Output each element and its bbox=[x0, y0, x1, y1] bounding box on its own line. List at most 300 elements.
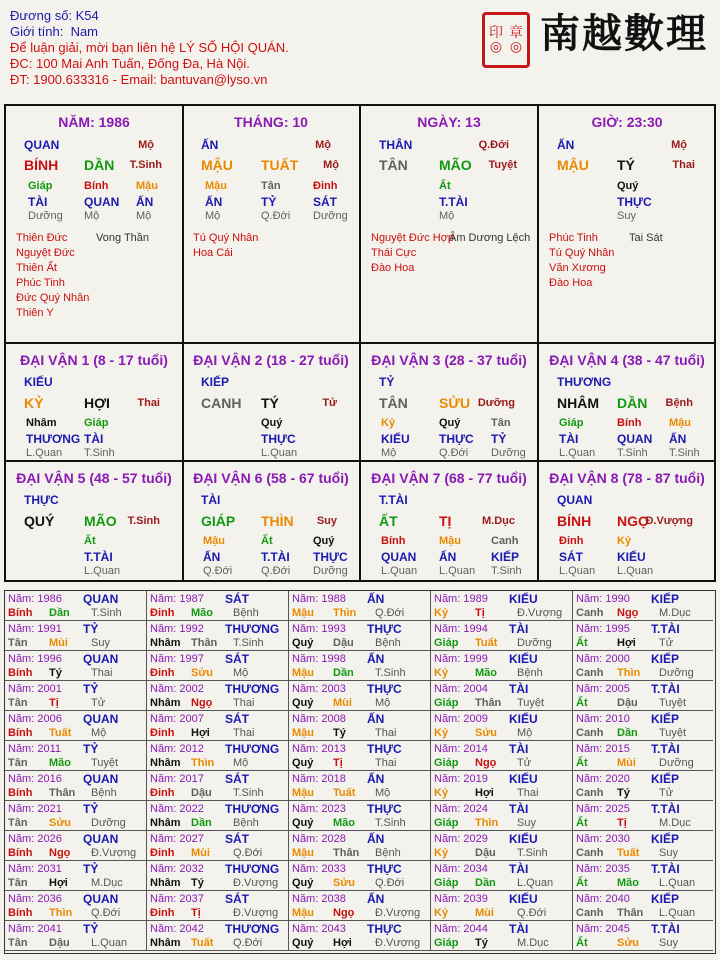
hidden-stem: Giáp bbox=[559, 417, 584, 429]
year-label: Năm: 2018 bbox=[292, 773, 346, 785]
year-ten-god: ẤN bbox=[367, 832, 385, 846]
year-branch: Mão bbox=[191, 607, 213, 619]
year-stem: Tân bbox=[8, 817, 28, 829]
hidden-stem: Quý bbox=[261, 417, 283, 429]
hidden-stem: Mậu bbox=[439, 535, 461, 547]
year-cell bbox=[289, 861, 431, 891]
year-label: Năm: 2020 bbox=[576, 773, 630, 785]
year-cell bbox=[147, 831, 289, 861]
year-branch: Thân bbox=[333, 847, 360, 859]
year-ten-god: ẤN bbox=[367, 592, 385, 606]
hidden-stem: Quý bbox=[439, 417, 461, 429]
year-ten-god: SÁT bbox=[225, 652, 249, 666]
hidden-stem: Ất bbox=[439, 180, 451, 192]
year-branch: Mùi bbox=[617, 757, 636, 769]
year-stem: Canh bbox=[576, 667, 604, 679]
year-stem: Đinh bbox=[150, 907, 175, 919]
year-cell bbox=[573, 861, 713, 891]
year-ten-god: TÀI bbox=[509, 682, 529, 696]
year-cell bbox=[431, 651, 573, 681]
year-stem: Kỷ bbox=[434, 667, 449, 679]
year-branch: Sửu bbox=[475, 727, 498, 739]
year-cell bbox=[289, 621, 431, 651]
year-stem: Bính bbox=[8, 727, 33, 739]
year-label: Năm: 2045 bbox=[576, 923, 630, 935]
year-stem: Kỷ bbox=[434, 607, 449, 619]
year-label: Năm: 2004 bbox=[434, 683, 488, 695]
year-stem: Canh bbox=[576, 727, 604, 739]
heavenly-stem: NHÂM bbox=[557, 395, 599, 411]
hidden-stem: L.Quan bbox=[559, 447, 596, 459]
year-stage: Q.Đới bbox=[233, 937, 263, 949]
year-stem: Tân bbox=[8, 877, 28, 889]
ten-god-label: TỶ bbox=[379, 375, 395, 389]
year-label: Năm: 1989 bbox=[434, 593, 488, 605]
year-label: Năm: 1996 bbox=[8, 653, 62, 665]
hidden-stem: ẤN bbox=[136, 195, 154, 209]
year-label: Năm: 2040 bbox=[576, 893, 630, 905]
year-stage: Thai bbox=[375, 757, 397, 769]
year-stem: Mậu bbox=[292, 727, 314, 739]
hidden-stem: L.Quan bbox=[439, 565, 476, 577]
year-branch: Dậu bbox=[49, 937, 70, 949]
hidden-stem: Mộ bbox=[439, 210, 455, 222]
year-branch: Tý bbox=[49, 667, 62, 679]
star-item: Đào Hoa bbox=[549, 277, 593, 289]
year-stage: Mộ bbox=[233, 667, 249, 679]
year-ten-god: T.TÀI bbox=[651, 862, 680, 876]
year-stem: Kỷ bbox=[434, 727, 449, 739]
luck-period-cell bbox=[6, 344, 184, 462]
star-item: Tú Quý Nhân bbox=[549, 247, 615, 259]
year-branch: Mão bbox=[333, 817, 355, 829]
heavenly-stem: MẬU bbox=[557, 157, 589, 173]
year-ten-god: TỶ bbox=[83, 802, 99, 816]
hidden-stem: Mậu bbox=[669, 417, 691, 429]
year-stem: Quý bbox=[292, 937, 314, 949]
year-cell bbox=[431, 921, 573, 951]
year-branch: Sửu bbox=[617, 937, 640, 949]
year-branch: Ngọ bbox=[617, 607, 639, 619]
year-cell bbox=[147, 651, 289, 681]
year-branch: Thìn bbox=[333, 607, 357, 619]
year-stage: Dưỡng bbox=[517, 637, 552, 649]
star-item: Tai Sát bbox=[629, 232, 663, 244]
star-item: Thái Cực bbox=[371, 247, 417, 259]
hidden-stem: Q.Đới bbox=[203, 565, 233, 577]
year-branch: Tuất bbox=[49, 727, 72, 739]
year-branch: Tuất bbox=[333, 787, 356, 799]
earthly-branch: TUẤT bbox=[261, 157, 299, 173]
year-cell bbox=[289, 711, 431, 741]
year-label: Năm: 2001 bbox=[8, 683, 62, 695]
year-ten-god: THỰC bbox=[367, 862, 402, 876]
year-ten-god: KIẾU bbox=[509, 712, 538, 726]
year-branch: Hợi bbox=[475, 787, 494, 799]
hidden-stem: Ất bbox=[261, 535, 273, 547]
branch-stage: Đ.Vượng bbox=[645, 515, 693, 527]
ten-god-label: QUAN bbox=[557, 493, 593, 507]
year-stem: Mậu bbox=[292, 787, 314, 799]
hidden-stem: Dưỡng bbox=[491, 447, 526, 459]
year-ten-god: THƯƠNG bbox=[225, 742, 280, 756]
year-branch: Thân bbox=[49, 787, 76, 799]
year-stage: Đ.Vượng bbox=[233, 877, 279, 889]
year-cell bbox=[573, 891, 713, 921]
year-label: Năm: 1994 bbox=[434, 623, 488, 635]
year-branch: Tý bbox=[475, 937, 488, 949]
year-ten-god: TỶ bbox=[83, 862, 99, 876]
hidden-stem: L.Quan bbox=[26, 447, 63, 459]
year-label: Năm: 2029 bbox=[434, 833, 488, 845]
hidden-stem: T.Sinh bbox=[84, 447, 115, 459]
year-stage: T.Sinh bbox=[375, 817, 406, 829]
year-branch: Tị bbox=[333, 757, 343, 769]
heavenly-stem: QUÝ bbox=[24, 513, 55, 529]
year-stage: Q.Đới bbox=[375, 877, 405, 889]
year-branch: Ngọ bbox=[475, 757, 497, 769]
year-stem: Mậu bbox=[292, 847, 314, 859]
star-item: Âm Dương Lệch bbox=[449, 232, 531, 244]
year-cell bbox=[5, 831, 147, 861]
hidden-stem: T.TÀI bbox=[84, 550, 113, 564]
branch-stage: T.Sinh bbox=[129, 159, 162, 171]
year-cell bbox=[289, 591, 431, 621]
year-label: Năm: 2037 bbox=[150, 893, 204, 905]
star-item: Tú Quý Nhân bbox=[193, 232, 259, 244]
hidden-stem: Q.Đới bbox=[261, 210, 291, 222]
year-cell bbox=[147, 591, 289, 621]
luck-period-cell bbox=[539, 344, 715, 462]
year-label: Năm: 2025 bbox=[576, 803, 630, 815]
hidden-stem: Q.Đới bbox=[439, 447, 469, 459]
year-cell bbox=[431, 891, 573, 921]
year-stage: Thai bbox=[517, 787, 539, 799]
gender-label: Giới tính: bbox=[10, 24, 64, 39]
earthly-branch: TÝ bbox=[617, 157, 635, 173]
hidden-stem: Ất bbox=[84, 535, 96, 547]
hidden-stem: Tân bbox=[261, 180, 281, 192]
pillar-title: THÁNG: 10 bbox=[234, 114, 308, 130]
year-stem: Canh bbox=[576, 607, 604, 619]
year-stem: Đinh bbox=[150, 847, 175, 859]
year-stem: Giáp bbox=[434, 637, 459, 649]
year-stem: Canh bbox=[576, 787, 604, 799]
branch-stage: Tử bbox=[322, 397, 337, 409]
year-ten-god: TÀI bbox=[509, 802, 529, 816]
brand-logo: 南越數理 bbox=[540, 10, 708, 57]
year-ten-god: TÀI bbox=[509, 622, 529, 636]
year-stem: Ất bbox=[576, 697, 588, 709]
year-ten-god: ẤN bbox=[367, 892, 385, 906]
pillar-cell bbox=[539, 106, 715, 344]
luck-period-cell bbox=[361, 344, 539, 462]
year-ten-god: KIẾU bbox=[509, 772, 538, 786]
year-branch: Thìn bbox=[475, 817, 499, 829]
year-branch: Dậu bbox=[333, 637, 354, 649]
luck-period-cell bbox=[183, 344, 361, 462]
ten-god-label: THỰC bbox=[24, 493, 59, 507]
hidden-stem: THỰC bbox=[439, 432, 474, 446]
year-cell bbox=[573, 681, 713, 711]
year-ten-god: T.TÀI bbox=[651, 682, 680, 696]
year-label: Năm: 2011 bbox=[8, 743, 61, 755]
year-ten-god: QUAN bbox=[83, 652, 119, 666]
year-branch: Tị bbox=[617, 817, 627, 829]
life-stage: Mộ bbox=[671, 139, 687, 151]
hidden-stem: KIẾP bbox=[491, 550, 520, 564]
year-branch: Hợi bbox=[617, 637, 636, 649]
luck-period-title: ĐẠI VẬN 1 (8 - 17 tuổi) bbox=[20, 352, 168, 368]
year-cell bbox=[147, 801, 289, 831]
year-label: Năm: 2010 bbox=[576, 713, 630, 725]
star-item: Phúc Tinh bbox=[16, 277, 65, 289]
luck-period-title: ĐẠI VẬN 2 (18 - 27 tuổi) bbox=[193, 352, 349, 368]
year-label: Năm: 2032 bbox=[150, 863, 204, 875]
hidden-stem: TỶ bbox=[491, 432, 507, 446]
year-stem: Quý bbox=[292, 757, 314, 769]
luck-period-cell bbox=[361, 462, 539, 580]
earthly-branch: TỊ bbox=[439, 513, 452, 529]
ten-god-label: QUAN bbox=[24, 138, 60, 152]
year-branch: Tý bbox=[191, 877, 204, 889]
branch-stage: Dưỡng bbox=[477, 397, 515, 409]
year-ten-god: THƯƠNG bbox=[225, 922, 280, 936]
year-branch: Thân bbox=[617, 907, 644, 919]
hidden-stem: Bính bbox=[617, 417, 642, 429]
year-stage: Suy bbox=[517, 817, 536, 829]
year-stage: Tử bbox=[659, 787, 674, 799]
year-branch: Tý bbox=[617, 787, 630, 799]
year-label: Năm: 2039 bbox=[434, 893, 488, 905]
year-cell bbox=[289, 831, 431, 861]
year-cell bbox=[573, 651, 713, 681]
year-label: Năm: 2017 bbox=[150, 773, 204, 785]
year-cell bbox=[147, 681, 289, 711]
hidden-stem: THỰC bbox=[313, 550, 348, 564]
year-branch: Tý bbox=[333, 727, 346, 739]
year-ten-god: TÀI bbox=[509, 742, 529, 756]
year-stem: Mậu bbox=[292, 607, 314, 619]
year-stem: Giáp bbox=[434, 877, 459, 889]
year-stem: Đinh bbox=[150, 787, 175, 799]
year-stage: Đ.Vượng bbox=[91, 847, 137, 859]
year-branch: Ngọ bbox=[191, 697, 213, 709]
year-stage: Mộ bbox=[233, 757, 249, 769]
hidden-stem: ẤN bbox=[205, 195, 223, 209]
heavenly-stem: GIÁP bbox=[201, 513, 236, 529]
year-ten-god: QUAN bbox=[83, 832, 119, 846]
year-stage: Q.Đới bbox=[375, 607, 405, 619]
branch-stage: Suy bbox=[316, 515, 337, 527]
year-stage: M.Dục bbox=[91, 877, 123, 889]
year-stage: L.Quan bbox=[91, 937, 128, 949]
ten-god-label: ẤN bbox=[201, 138, 219, 152]
year-stage: Đ.Vượng bbox=[517, 607, 563, 619]
year-cell bbox=[431, 831, 573, 861]
year-label: Năm: 2044 bbox=[434, 923, 488, 935]
hidden-stem: Nhâm bbox=[26, 417, 57, 429]
year-branch: Tị bbox=[475, 607, 485, 619]
year-branch: Mùi bbox=[475, 907, 494, 919]
branch-stage: Mộ bbox=[323, 159, 339, 171]
year-label: Năm: 2002 bbox=[150, 683, 204, 695]
year-branch: Thân bbox=[191, 637, 218, 649]
year-branch: Mùi bbox=[333, 697, 352, 709]
year-ten-god: SÁT bbox=[225, 892, 249, 906]
year-cell bbox=[5, 801, 147, 831]
year-stage: Đ.Vượng bbox=[233, 907, 279, 919]
year-ten-god: ẤN bbox=[367, 652, 385, 666]
year-stem: Đinh bbox=[150, 607, 175, 619]
year-branch: Mùi bbox=[49, 637, 68, 649]
year-cell bbox=[147, 891, 289, 921]
year-stem: Nhâm bbox=[150, 757, 181, 769]
year-label: Năm: 2008 bbox=[292, 713, 346, 725]
year-stage: Tử bbox=[517, 757, 532, 769]
year-branch: Tuất bbox=[191, 937, 214, 949]
year-label: Năm: 2013 bbox=[292, 743, 346, 755]
year-cell bbox=[431, 801, 573, 831]
heavenly-stem: CANH bbox=[201, 395, 242, 411]
earthly-branch: HỢI bbox=[84, 395, 110, 411]
hidden-stem: Kỷ bbox=[381, 417, 396, 429]
hidden-stem: L.Quan bbox=[381, 565, 418, 577]
year-stem: Giáp bbox=[434, 817, 459, 829]
life-stage: Mộ bbox=[315, 139, 331, 151]
year-stage: T.Sinh bbox=[375, 667, 406, 679]
hidden-stem: L.Quan bbox=[559, 565, 596, 577]
hidden-stem: ẤN bbox=[439, 550, 457, 564]
year-stage: Suy bbox=[91, 637, 110, 649]
year-branch: Dần bbox=[49, 607, 70, 619]
year-cell bbox=[289, 801, 431, 831]
year-ten-god: KIẾU bbox=[509, 892, 538, 906]
luck-period-title: ĐẠI VẬN 3 (28 - 37 tuổi) bbox=[371, 352, 527, 368]
year-cell bbox=[431, 861, 573, 891]
year-stem: Tân bbox=[8, 937, 28, 949]
year-branch: Dần bbox=[475, 877, 496, 889]
luck-period-title: ĐẠI VẬN 8 (78 - 87 tuổi) bbox=[549, 470, 705, 486]
year-cell bbox=[5, 651, 147, 681]
hidden-stem: Suy bbox=[617, 210, 636, 222]
year-branch: Thìn bbox=[191, 757, 215, 769]
year-branch: Mão bbox=[475, 667, 497, 679]
year-stage: Bệnh bbox=[375, 847, 401, 859]
year-ten-god: SÁT bbox=[225, 832, 249, 846]
year-ten-god: SÁT bbox=[225, 712, 249, 726]
year-ten-god: THỰC bbox=[367, 802, 402, 816]
pillar-cell bbox=[361, 106, 539, 344]
year-label: Năm: 2012 bbox=[150, 743, 204, 755]
year-branch: Dậu bbox=[191, 787, 212, 799]
year-branch: Tị bbox=[49, 697, 59, 709]
luck-period-title: ĐẠI VẬN 4 (38 - 47 tuổi) bbox=[549, 352, 705, 368]
earthly-branch: MÃO bbox=[84, 513, 117, 529]
year-cell bbox=[573, 831, 713, 861]
year-branch: Sửu bbox=[333, 877, 356, 889]
year-label: Năm: 2041 bbox=[8, 923, 62, 935]
year-ten-god: THƯƠNG bbox=[225, 622, 280, 636]
hidden-stem: Dưỡng bbox=[28, 210, 63, 222]
year-stem: Ất bbox=[576, 637, 588, 649]
hidden-stem: TÀI bbox=[28, 195, 48, 209]
hidden-stem: Canh bbox=[491, 535, 519, 547]
year-label: Năm: 2015 bbox=[576, 743, 630, 755]
year-branch: Dậu bbox=[617, 697, 638, 709]
year-label: Năm: 1987 bbox=[150, 593, 204, 605]
year-label: Năm: 2036 bbox=[8, 893, 62, 905]
year-stage: Bệnh bbox=[233, 817, 259, 829]
hidden-stem: L.Quan bbox=[84, 565, 121, 577]
year-label: Năm: 1990 bbox=[576, 593, 630, 605]
year-stage: Q.Đới bbox=[233, 847, 263, 859]
year-branch: Thân bbox=[475, 697, 502, 709]
earthly-branch: THÌN bbox=[261, 513, 294, 529]
ten-god-label: KIẾU bbox=[24, 375, 53, 389]
year-stem: Ất bbox=[576, 817, 588, 829]
year-stem: Kỷ bbox=[434, 787, 449, 799]
year-stem: Bính bbox=[8, 667, 33, 679]
year-ten-god: SÁT bbox=[225, 772, 249, 786]
year-stage: Mộ bbox=[517, 727, 533, 739]
year-stem: Canh bbox=[576, 907, 604, 919]
ten-god-label: KIẾP bbox=[201, 375, 230, 389]
hidden-stem: QUAN bbox=[617, 432, 653, 446]
year-cell bbox=[147, 921, 289, 951]
hidden-stem: T.Sinh bbox=[491, 565, 522, 577]
year-stem: Mậu bbox=[292, 667, 314, 679]
year-ten-god: T.TÀI bbox=[651, 742, 680, 756]
year-branch: Sửu bbox=[191, 667, 214, 679]
year-stem: Tân bbox=[8, 637, 28, 649]
year-label: Năm: 2019 bbox=[434, 773, 488, 785]
year-stem: Bính bbox=[8, 847, 33, 859]
year-ten-god: KIẾU bbox=[509, 652, 538, 666]
hidden-stem: Mậu bbox=[205, 180, 227, 192]
hidden-stem: Kỷ bbox=[617, 535, 632, 547]
earthly-branch: TÝ bbox=[261, 395, 279, 411]
heavenly-stem: BÍNH bbox=[24, 157, 59, 173]
hidden-stem: Mộ bbox=[205, 210, 221, 222]
luck-period-title: ĐẠI VẬN 7 (68 - 77 tuổi) bbox=[371, 470, 527, 486]
hidden-stem: Giáp bbox=[28, 180, 53, 192]
year-stem: Đinh bbox=[150, 727, 175, 739]
hidden-stem: QUAN bbox=[84, 195, 120, 209]
year-stem: Giáp bbox=[434, 697, 459, 709]
year-ten-god: THƯƠNG bbox=[225, 682, 280, 696]
luck-period-cell bbox=[539, 462, 715, 580]
year-stage: Thai bbox=[91, 667, 113, 679]
year-branch: Mùi bbox=[191, 847, 210, 859]
hidden-stem: ẤN bbox=[669, 432, 687, 446]
year-ten-god: KIẾU bbox=[509, 592, 538, 606]
year-label: Năm: 2026 bbox=[8, 833, 62, 845]
year-stage: Dưỡng bbox=[659, 667, 694, 679]
hidden-stem: SÁT bbox=[559, 550, 583, 564]
year-label: Năm: 2006 bbox=[8, 713, 62, 725]
year-cell bbox=[147, 861, 289, 891]
star-item: Phúc Tinh bbox=[549, 232, 598, 244]
year-cell bbox=[5, 861, 147, 891]
year-label: Năm: 2024 bbox=[434, 803, 488, 815]
year-label: Năm: 1997 bbox=[150, 653, 204, 665]
year-stem: Nhâm bbox=[150, 937, 181, 949]
year-cell bbox=[147, 621, 289, 651]
year-label: Năm: 2016 bbox=[8, 773, 62, 785]
branch-stage: M.Dục bbox=[482, 515, 515, 527]
year-ten-god: THỰC bbox=[367, 682, 402, 696]
